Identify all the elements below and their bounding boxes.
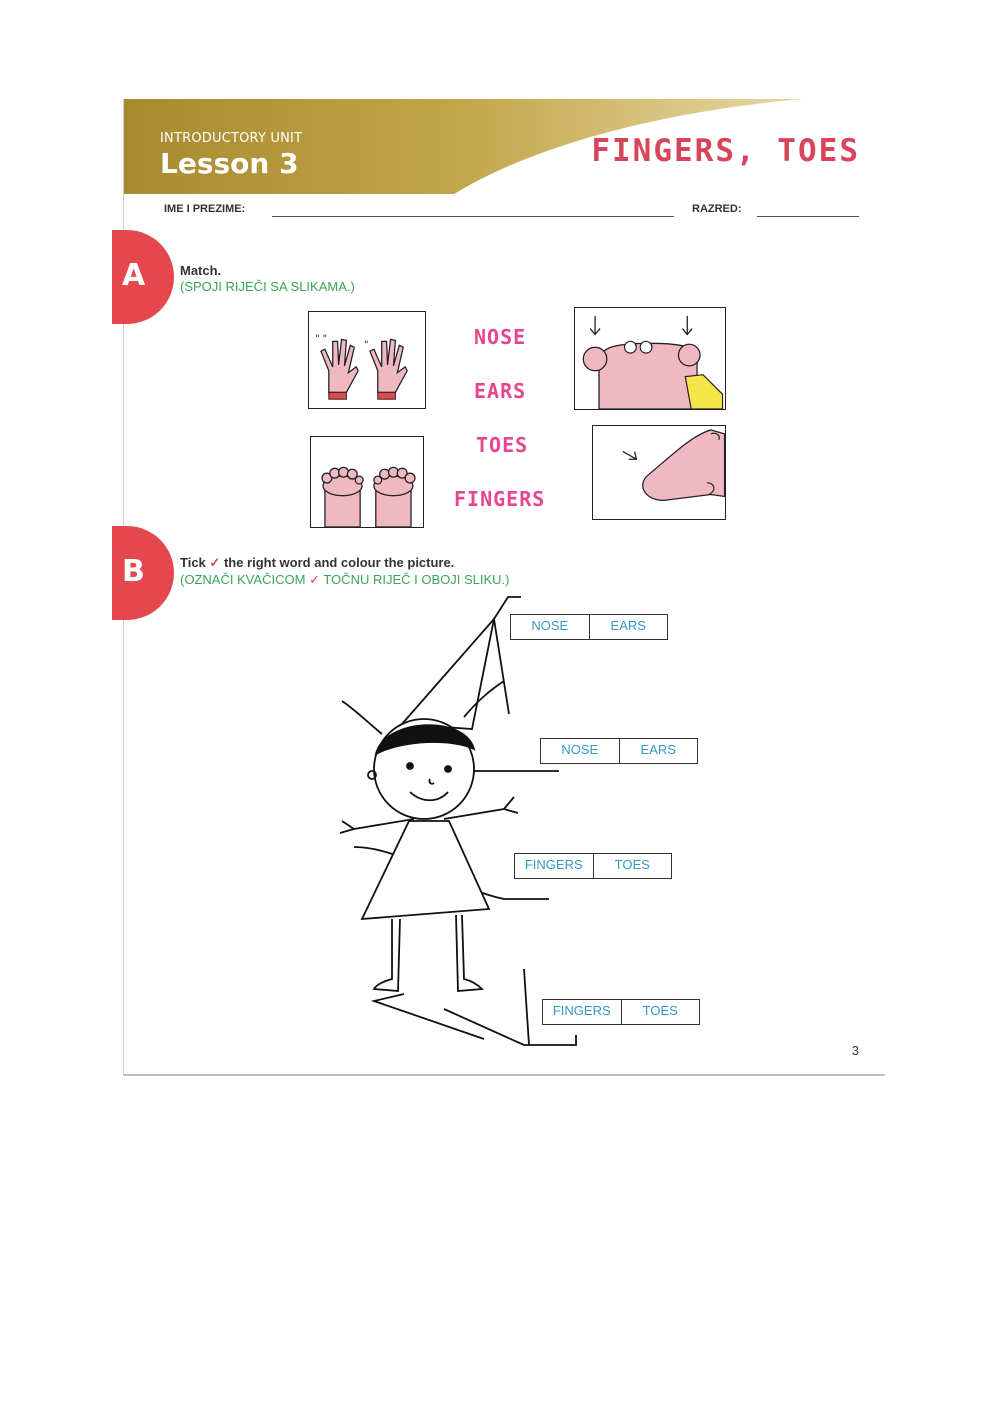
section-b-instruction-hr bbox=[180, 572, 509, 588]
choice-3-fingers[interactable]: FINGERS bbox=[524, 857, 583, 872]
choice-box-2 bbox=[540, 738, 698, 764]
unit-label: INTRODUCTORY UNIT bbox=[160, 131, 303, 146]
choice-4-fingers[interactable]: FINGERS bbox=[552, 1003, 611, 1018]
section-a-instruction-en: Match. bbox=[180, 263, 222, 278]
lesson-label: Lesson 3 bbox=[160, 147, 299, 180]
svg-text:": " bbox=[364, 339, 369, 351]
name-field[interactable] bbox=[272, 216, 674, 217]
choice-box-1 bbox=[510, 614, 668, 640]
section-b-instruction-en-part1: Tick bbox=[180, 555, 206, 570]
choice-1-ears[interactable]: EARS bbox=[589, 615, 668, 639]
section-b-instruction-hr-part1: (OZNAČI KVAČICOM bbox=[180, 572, 306, 587]
match-word-toes[interactable]: TOES bbox=[476, 433, 529, 457]
nose-drawing bbox=[593, 426, 725, 519]
section-b-instruction-en bbox=[180, 555, 509, 571]
ears-drawing bbox=[575, 308, 725, 409]
choice-2-nose[interactable]: NOSE bbox=[561, 742, 599, 757]
match-word-ears[interactable]: EARS bbox=[474, 379, 527, 403]
choice-3-toes[interactable]: TOES bbox=[593, 854, 672, 878]
section-b-instruction-hr-part2: TOČNU RIJEČ I OBOJI SLIKU.) bbox=[323, 572, 510, 587]
ears-picture[interactable] bbox=[574, 307, 726, 410]
worksheet-page bbox=[123, 99, 885, 1076]
section-b-instruction-en-part2: the right word and colour the picture. bbox=[223, 555, 455, 570]
hands-drawing bbox=[309, 312, 425, 408]
section-a-letter: A bbox=[122, 258, 146, 293]
girl-drawing bbox=[314, 589, 714, 1049]
match-word-fingers[interactable]: FINGERS bbox=[454, 487, 546, 511]
fingers-picture[interactable] bbox=[308, 311, 426, 409]
toes-picture[interactable] bbox=[310, 436, 424, 528]
page-title: FINGERS, TOES bbox=[591, 133, 860, 169]
choice-2-ears[interactable]: EARS bbox=[619, 739, 698, 763]
section-b-instructions bbox=[180, 555, 509, 588]
nose-picture[interactable] bbox=[592, 425, 726, 520]
class-field[interactable] bbox=[757, 216, 859, 217]
student-info-row bbox=[164, 203, 864, 223]
choice-box-3 bbox=[514, 853, 672, 879]
class-label: RAZRED: bbox=[692, 203, 742, 215]
section-b-badge bbox=[112, 526, 174, 620]
svg-text:" ": " " bbox=[315, 333, 328, 345]
match-word-nose[interactable]: NOSE bbox=[474, 325, 527, 349]
section-b-letter: B bbox=[122, 554, 145, 589]
page-number: 3 bbox=[851, 1043, 859, 1058]
choice-4-toes[interactable]: TOES bbox=[621, 1000, 700, 1024]
tick-icon: ✓ bbox=[209, 555, 221, 570]
section-a-instruction-hr: (SPOJI RIJEČI SA SLIKAMA.) bbox=[180, 279, 355, 294]
choice-1-nose[interactable]: NOSE bbox=[531, 618, 569, 633]
header-band bbox=[124, 99, 886, 194]
feet-drawing bbox=[311, 437, 423, 527]
section-a-instructions bbox=[180, 263, 355, 294]
choice-box-4 bbox=[542, 999, 700, 1025]
name-label: IME I PREZIME: bbox=[164, 203, 246, 215]
tick-icon: ✓ bbox=[309, 572, 320, 587]
section-a-badge bbox=[112, 230, 174, 324]
